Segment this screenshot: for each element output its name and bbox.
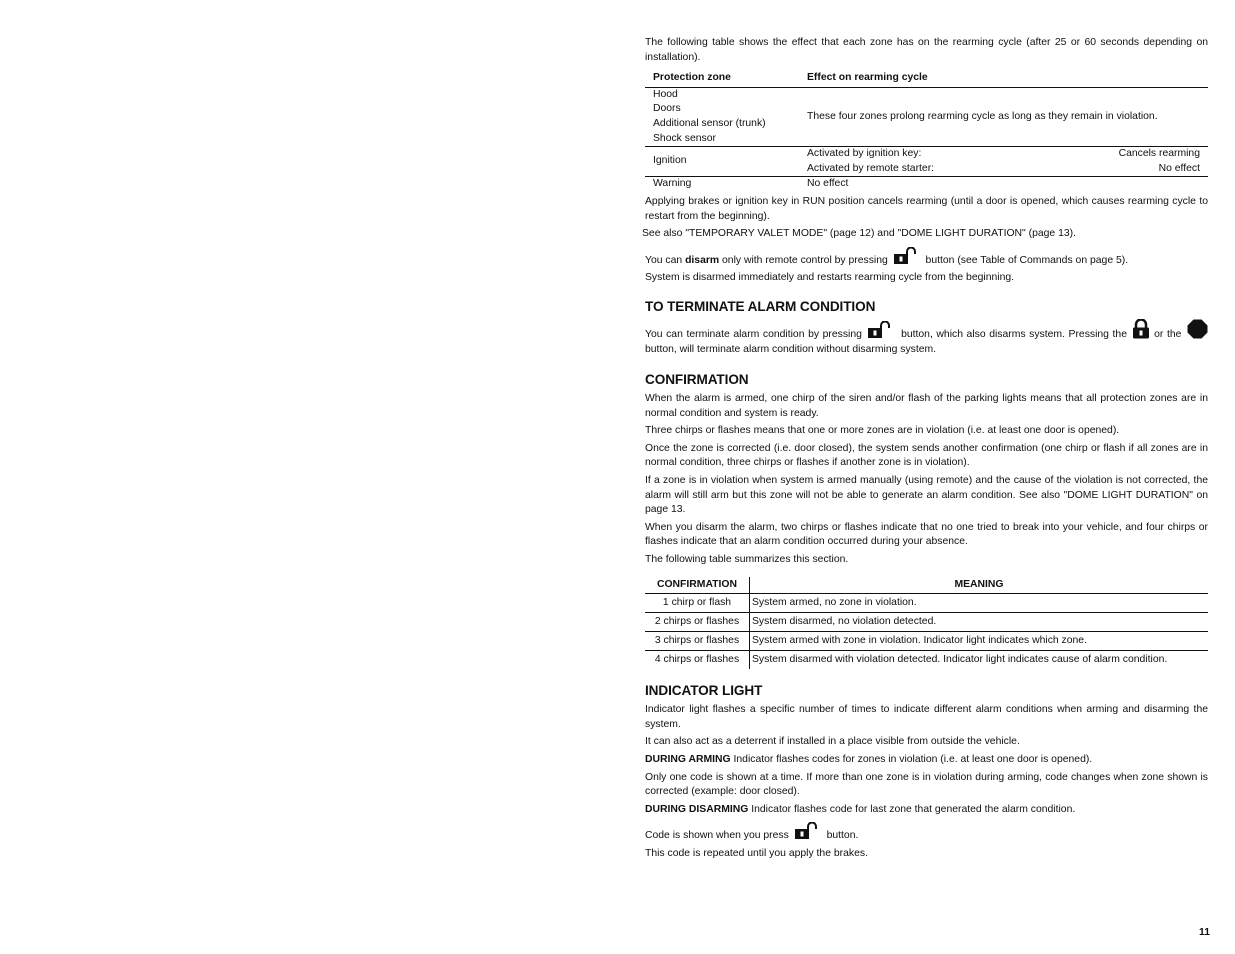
table-row <box>645 651 1208 670</box>
remote-starter-value: No effect <box>1158 162 1200 174</box>
confirmation-paragraph-2: Three chirps or flashes means that one or more zones are in violation (i.e. at least one door is opened). <box>645 425 1120 437</box>
ignition-key-label: Activated by ignition key: <box>807 148 922 160</box>
zone-additional-sensor: Additional sensor (trunk) <box>653 117 766 129</box>
code-shown-paragraph: Code is shown when you press button. <box>645 822 1208 844</box>
unlock-icon <box>868 321 894 339</box>
confirmation-cell: 1 chirp or flash <box>645 594 750 613</box>
brakes-paragraph: Applying brakes or ignition key in RUN position cancels rearming (until a door is opened, which causes rearming cycle to restart from the beginning). <box>645 195 1208 222</box>
confirmation-paragraph-6: The following table summarizes this section. <box>645 554 849 566</box>
zone-shock-sensor: Shock sensor <box>653 132 716 144</box>
confirmation-column-header: CONFIRMATION <box>645 577 750 594</box>
zone-warning: Warning <box>653 178 692 190</box>
table-row <box>645 632 1208 651</box>
page-number: 11 <box>1199 927 1210 938</box>
intro-paragraph: The following table shows the effect that each zone has on the rearming cycle (after 25 or 60 seconds depending on installation). <box>645 37 1208 63</box>
zone-header: Protection zone <box>645 70 799 87</box>
during-arming-label: DURING ARMING <box>645 754 731 765</box>
indicator-paragraph-3: Only one code is shown at a time. If more than one zone is in violation during arming, code changes when zone shown is corrected (example: door closed). <box>645 771 1208 798</box>
during-arming-paragraph: DURING ARMING Indicator flashes codes for zones in violation (i.e. at least one door is opened). <box>645 754 1093 765</box>
disarm-paragraph: You can disarm only with remote control by pressing button (see Table of Commands on page 5). <box>645 247 1208 269</box>
table-row <box>645 594 1208 613</box>
confirmation-heading: CONFIRMATION <box>645 372 749 388</box>
confirmation-paragraph-1: When the alarm is armed, one chirp of the siren and/or flash of the parking lights means that all protection zones are in normal condition and system is ready. <box>645 393 1208 419</box>
confirmation-table <box>645 577 1208 670</box>
indicator-paragraph-1: Indicator light flashes a specific number of times to indicate different alarm conditions when arming and disarming the system. <box>645 704 1208 730</box>
table-row <box>645 613 1208 632</box>
table-row <box>645 87 1208 146</box>
disarmed-paragraph: System is disarmed immediately and restarts rearming cycle from the beginning. <box>645 272 1015 284</box>
unlock-icon <box>795 822 821 840</box>
effect-header: Effect on rearming cycle <box>799 70 1208 87</box>
zone-group-effect: These four zones prolong rearming cycle as long as they remain in violation. <box>799 87 1208 146</box>
code-repeat-paragraph: This code is repeated until you apply the brakes. <box>645 847 868 859</box>
confirmation-paragraph-4: If a zone is in violation when system is armed manually (using remote) and the cause of the violation is not corrected, the alarm will still arm but this zone will not be able to generate an alarm condition. See also "DOME LIGHT DURATION" on page 13. <box>645 475 1208 516</box>
indicator-light-heading: INDICATOR LIGHT <box>645 683 763 699</box>
unlock-icon <box>894 247 920 265</box>
table-row <box>645 147 1208 177</box>
confirmation-cell: 2 chirps or flashes <box>645 613 750 632</box>
confirmation-cell: 4 chirps or flashes <box>645 651 750 670</box>
meaning-cell: System armed with zone in violation. Indicator light indicates which zone. <box>750 632 1209 651</box>
meaning-cell: System disarmed with violation detected. Indicator light indicates cause of alarm condition. <box>752 654 1168 666</box>
confirmation-cell: 3 chirps or flashes <box>645 632 750 651</box>
ignition-key-value: Cancels rearming <box>1118 148 1200 160</box>
terminate-paragraph: You can terminate alarm condition by pressing button, which also disarms system. Pressing the or the button, will terminate alarm condition without disarming system. <box>645 319 1208 357</box>
lock-icon <box>1132 319 1150 339</box>
see-also-paragraph: See also "TEMPORARY VALET MODE" (page 12) and "DOME LIGHT DURATION" (page 13). <box>642 228 1076 240</box>
zone-group-cell <box>645 87 799 146</box>
page-content <box>642 36 1208 865</box>
meaning-cell: System disarmed, no violation detected. <box>750 613 1209 632</box>
terminate-heading: TO TERMINATE ALARM CONDITION <box>645 298 876 314</box>
confirmation-paragraph-3: Once the zone is corrected (i.e. door closed), the system sends another confirmation (one chirp or flash if all zones are in normal condition, three chirps or flashes if another zone is in violation). <box>645 442 1208 469</box>
remote-starter-label: Activated by remote starter: <box>807 162 935 174</box>
during-disarming-label: DURING DISARMING <box>645 803 749 815</box>
zone-effect-table <box>645 70 1208 192</box>
table-row <box>645 177 1208 192</box>
indicator-paragraph-2: It can also act as a deterrent if installed in a place visible from outside the vehicle. <box>645 736 1020 748</box>
ignition-effect-cell <box>799 147 1208 177</box>
meaning-cell: System armed, no zone in violation. <box>750 594 1209 613</box>
warning-effect: No effect <box>807 178 849 190</box>
disarm-bold: disarm <box>685 254 720 266</box>
zone-doors: Doors <box>653 103 681 115</box>
zone-hood: Hood <box>653 88 678 100</box>
during-disarming-paragraph: DURING DISARMING Indicator flashes code for last zone that generated the alarm condition. <box>645 803 1076 815</box>
stop-octagon-icon <box>1187 319 1208 339</box>
confirmation-paragraph-5: When you disarm the alarm, two chirps or flashes indicate that no one tried to break into your vehicle, and four chirps or flashes indicate that an alarm condition occurred during your absence. <box>645 521 1208 548</box>
meaning-column-header: MEANING <box>750 577 1209 594</box>
zone-ignition: Ignition <box>645 147 799 177</box>
